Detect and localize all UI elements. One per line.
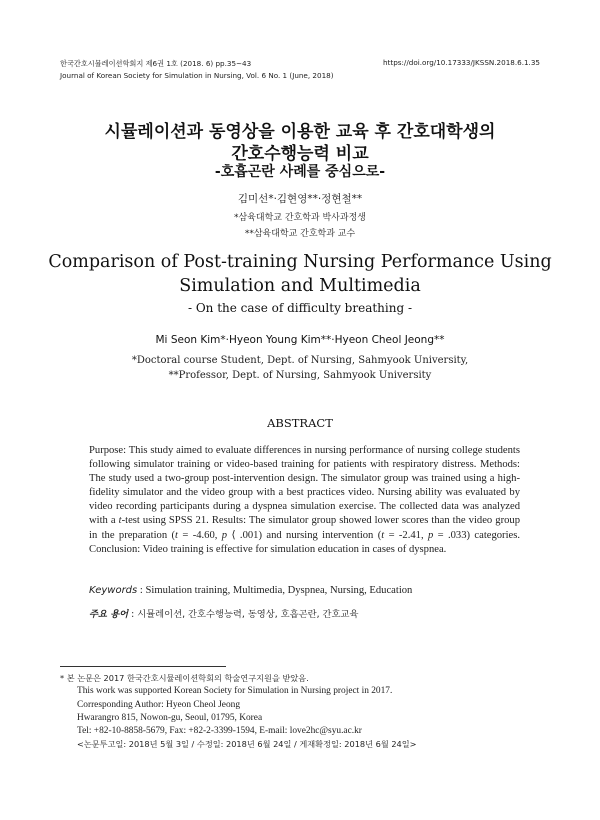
- korean-title-line2: 간호수행능력 비교: [231, 144, 369, 164]
- results-text-a: : The simulator group showed lower scores than the video group in the preparation (: [89, 515, 520, 541]
- results-text-e: = .033) categories.: [433, 529, 520, 541]
- english-affiliation-2: **Professor, Dept. of Nursing, Sahmyook University: [168, 370, 432, 381]
- keywords-text: : Simulation training, Multimedia, Dyspnea, Nursing, Education: [137, 585, 413, 596]
- abstract-body: [89, 444, 520, 557]
- keywords-korean-label: 주요 용어: [89, 609, 129, 620]
- footnote-funding-english: This work was supported Korean Society for Simulation in Nursing project in 2017.: [77, 686, 393, 697]
- methods-t-symbol: t: [118, 515, 122, 527]
- english-title-line1: Comparison of Post-training Nursing Performance Using: [48, 252, 552, 272]
- english-subtitle: - On the case of difficulty breathing -: [187, 301, 413, 315]
- methods-text-a: : The study used a two-group post-intervention design. The simulator group was trained using a high-fidelity simulator and the video group with a best practices video. Nursing ability was evaluated by video recording participants during a dyspnea simulation exercise. The collected data was analyzed with a: [89, 459, 520, 527]
- footnote-divider: [60, 666, 226, 667]
- purpose-text: : This study aimed to evaluate differences in nursing performance of nursing college students following simulator training or video-based training for patients with respiratory distress.: [89, 445, 520, 471]
- keywords-english: [89, 585, 412, 596]
- keywords-korean: [89, 606, 358, 620]
- results-text-d: = -2.41,: [384, 529, 428, 541]
- purpose-label: Purpose: [89, 445, 124, 456]
- methods-label: Methods: [479, 459, 518, 471]
- methods-text-b: -test using SPSS 21.: [121, 515, 212, 527]
- keywords-korean-text: : 시뮬레이션, 간호수행능력, 동영상, 호흡곤란, 간호교육: [128, 609, 359, 620]
- results-label: Results: [211, 515, 244, 527]
- journal-name-korean: 한국간호시뮬레이션학회지 제6권 1호 (2018. 6) pp.35~43: [60, 59, 252, 68]
- author-address: Hwarangro 815, Nowon-gu, Seoul, 01795, Korea: [77, 712, 263, 723]
- journal-header: [60, 58, 334, 82]
- doi-link[interactable]: https://doi.org/10.17333/JKSSN.2018.6.1.35: [383, 58, 540, 67]
- results-t2-symbol: t: [381, 529, 385, 541]
- footnote-funding-korean: * 본 논문은 2017 한국간호시뮬레이션학회의 학술연구지원을 받았음.: [60, 673, 309, 683]
- korean-title-line1: 시뮬레이션과 동영상을 이용한 교육 후 간호대학생의: [104, 122, 496, 142]
- conclusion-text: : Video training is effective for simulation education in cases of dyspnea.: [137, 543, 447, 555]
- results-text-b: = -4.60,: [178, 529, 222, 541]
- korean-subtitle: -호흡곤란 사례를 중심으로-: [214, 164, 386, 180]
- conclusion-label: Conclusion: [89, 543, 138, 555]
- korean-affiliation-2: **삼육대학교 간호학과 교수: [244, 229, 356, 239]
- results-p1-symbol: p: [221, 529, 228, 541]
- journal-name-english: Journal of Korean Society for Simulation in Nursing, Vol. 6 No. 1 (June, 2018): [60, 71, 334, 80]
- korean-authors: 김미선*·김현영**·정현철**: [237, 193, 363, 205]
- english-title-line2: Simulation and Multimedia: [179, 276, 421, 296]
- korean-affiliation-1: *삼육대학교 간호학과 박사과정생: [234, 213, 366, 223]
- english-authors: Mi Seon Kim*·Hyeon Young Kim**·Hyeon Cheol Jeong**: [155, 334, 445, 346]
- english-affiliation-1: *Doctoral course Student, Dept. of Nursing, Sahmyook University,: [131, 355, 469, 366]
- corresponding-author: Corresponding Author: Hyeon Cheol Jeong: [77, 699, 241, 710]
- results-t1-symbol: t: [175, 529, 178, 541]
- abstract-heading: ABSTRACT: [267, 416, 333, 430]
- author-contact: Tel: +82-10-8858-5679, Fax: +82-2-3399-1594, E-mail: love2hc@syu.ac.kr: [77, 726, 362, 737]
- submission-dates: <논문투고일: 2018년 5월 3일 / 수정일: 2018년 6월 24일 / 게재확정일: 2018년 6월 24일>: [77, 739, 417, 750]
- results-p2-symbol: p: [427, 529, 434, 541]
- results-text-c: ⟨ .001) and nursing intervention (: [227, 529, 382, 541]
- keywords-label: Keywords: [89, 585, 138, 596]
- footnote: [60, 672, 540, 752]
